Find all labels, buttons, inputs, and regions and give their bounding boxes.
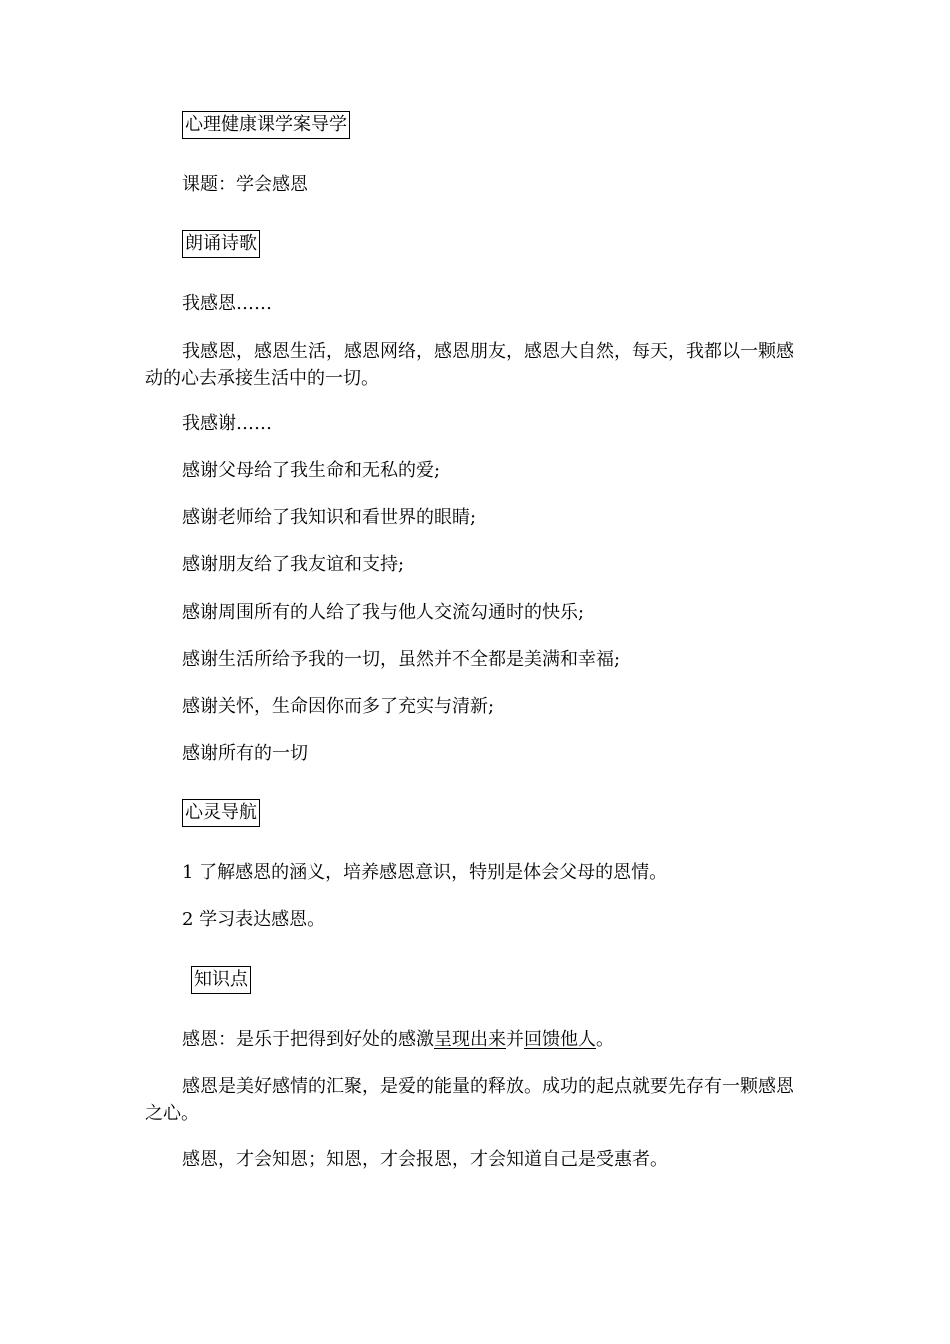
poem-line-6: 感谢朋友给了我友谊和支持; — [182, 554, 405, 575]
goal-item-1: 1 了解感恩的涵义，培养感恩意识，特别是体会父母的恩情。 — [182, 862, 668, 883]
definition-text-mid: 并 — [506, 1029, 524, 1050]
poem-line-4: 感谢父母给了我生命和无私的爱; — [182, 460, 441, 481]
poem-line-3: 我感谢…… — [182, 413, 272, 434]
poem-line-8: 感谢生活所给予我的一切，虽然并不全都是美满和幸福; — [182, 649, 621, 670]
poem-line-9: 感谢关怀，生命因你而多了充实与清新; — [182, 696, 495, 717]
document-heading: 心理健康课学案导学 — [182, 111, 350, 139]
poem-line-7: 感谢周围所有的人给了我与他人交流勾通时的快乐; — [182, 602, 585, 623]
poem-line-2: 我感恩，感恩生活，感恩网络，感恩朋友，感恩大自然，每天，我都以一颗感动的心去承接生活中的一切。 — [145, 341, 794, 389]
goal-item-2: 2 学习表达感恩。 — [182, 909, 326, 930]
section-guide-title: 心灵导航 — [182, 799, 260, 827]
poem-line-5: 感谢老师给了我知识和看世界的眼睛; — [182, 507, 477, 528]
heading-row — [145, 111, 800, 139]
definition-underline-1: 呈现出来 — [434, 1029, 506, 1050]
definition-text-end: 。 — [596, 1029, 614, 1050]
topic-line: 课题：学会感恩 — [182, 174, 308, 195]
knowledge-paragraph-2: 感恩是美好感情的汇聚，是爱的能量的释放。成功的起点就要先存有一颗感恩之心。 — [145, 1076, 794, 1124]
definition-underline-2: 回馈他人 — [524, 1029, 596, 1050]
knowledge-definition — [145, 1026, 800, 1053]
definition-text-start: 感恩：是乐于把得到好处的感激 — [182, 1029, 434, 1050]
section-knowledge-row — [145, 966, 800, 994]
poem-line-10: 感谢所有的一切 — [182, 743, 308, 764]
section-guide-row — [145, 799, 800, 827]
section-knowledge-title: 知识点 — [191, 966, 251, 994]
section-recite-title: 朗诵诗歌 — [182, 230, 260, 258]
poem-line-1: 我感恩…… — [182, 293, 272, 314]
knowledge-paragraph-3: 感恩，才会知恩；知恩，才会报恩，才会知道自己是受惠者。 — [182, 1149, 668, 1170]
section-recite-row — [145, 230, 800, 258]
